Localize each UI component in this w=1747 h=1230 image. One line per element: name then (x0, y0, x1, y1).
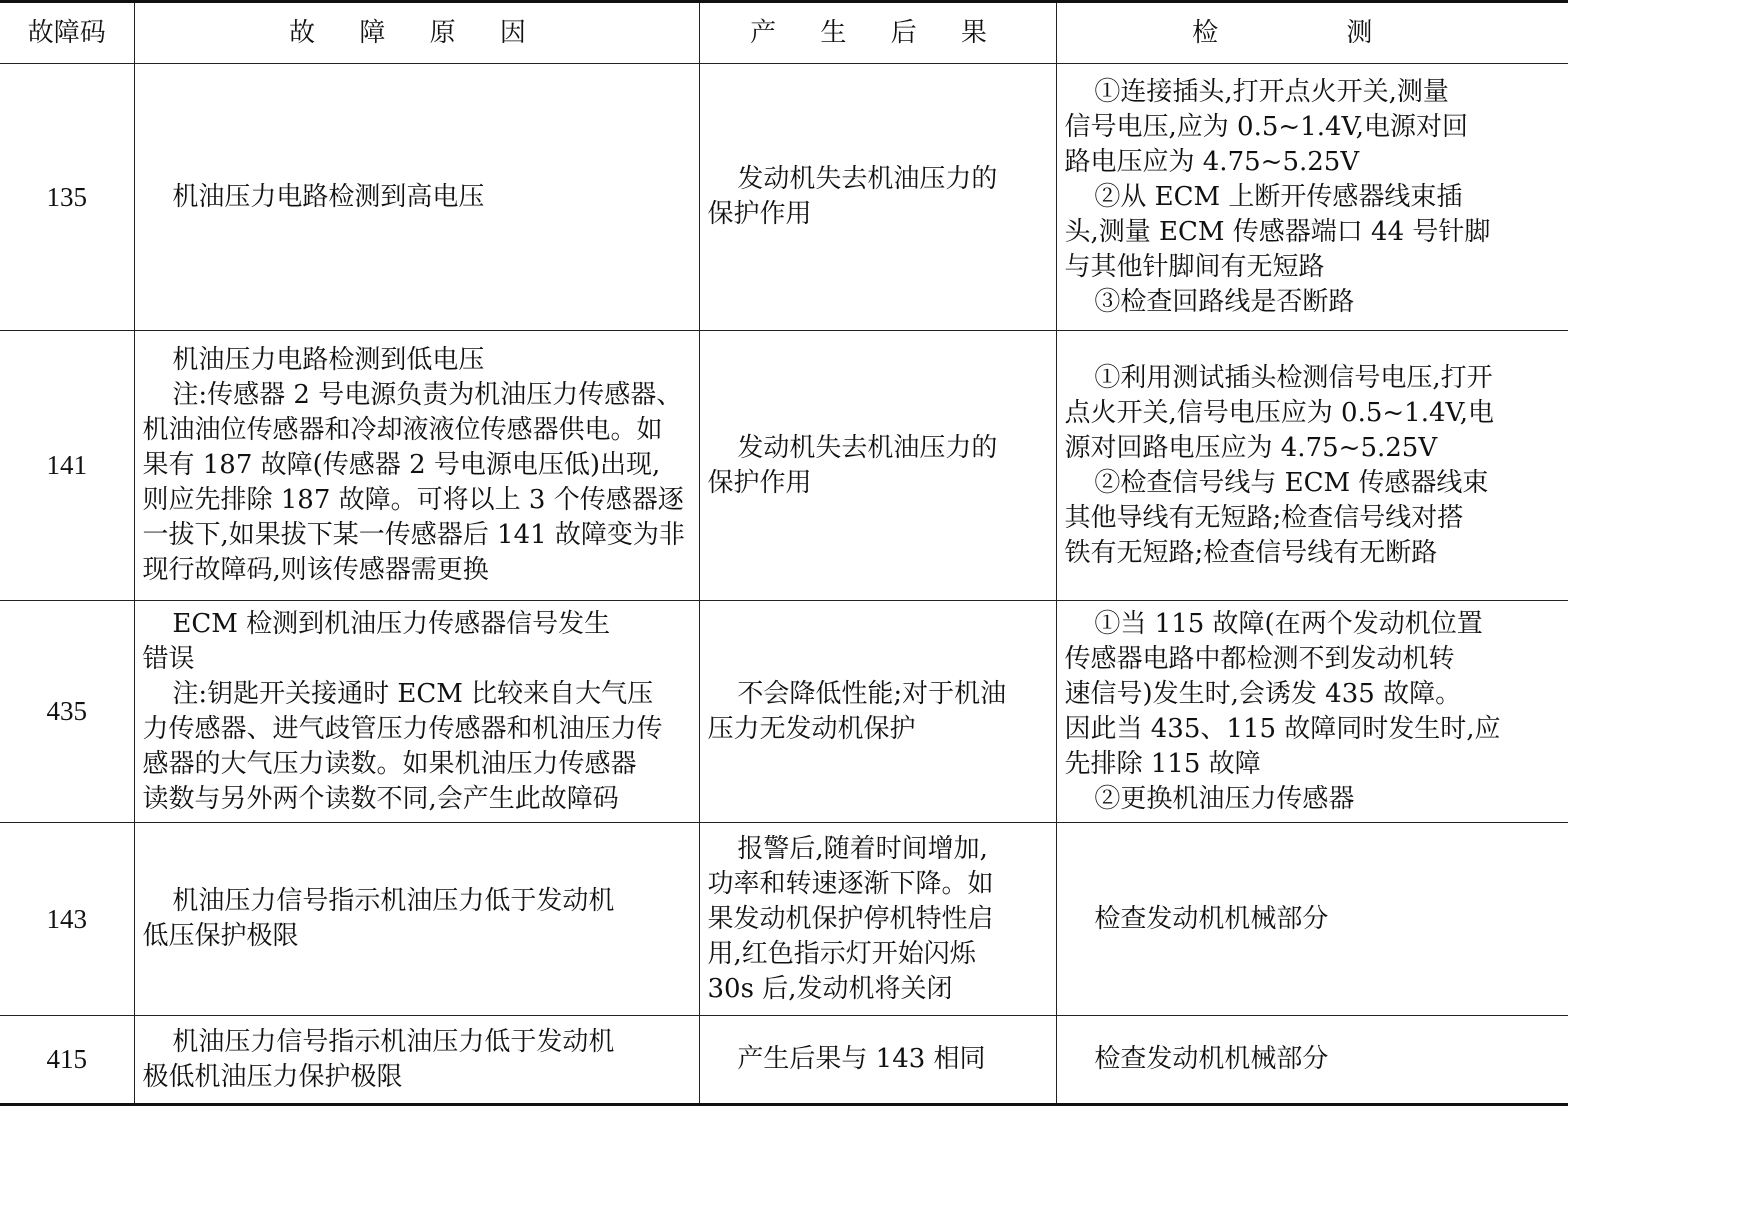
fault-code-cell: 435 (0, 601, 134, 823)
effect-paragraph: 产生后果与 143 相同 (737, 1044, 986, 1074)
header-detection: 检 测 (1056, 2, 1568, 64)
effect-paragraph: 发动机失去机油压力的 保护作用 (707, 164, 998, 229)
effect-cell (699, 1016, 1056, 1105)
effect-paragraph: 发动机失去机油压力的 保护作用 (707, 432, 998, 498)
check-cell (1056, 64, 1568, 331)
check-cell (1056, 823, 1568, 1016)
cause-cell (134, 823, 699, 1016)
check-paragraph: ①利用测试插头检测信号电压,打开 点火开关,信号电压应为 0.5~1.4V,电 源对回路电压应为 4.75~5.25V (1064, 362, 1495, 463)
effect-cell (699, 331, 1056, 601)
fault-code-cell: 141 (0, 331, 134, 601)
table-row (0, 1016, 1568, 1105)
fault-code-cell: 415 (0, 1016, 134, 1105)
effect-paragraph: 不会降低性能;对于机油 压力无发动机保护 (707, 678, 1007, 744)
check-paragraph: 检查发动机机械部分 (1094, 903, 1329, 934)
effect-cell (699, 64, 1056, 331)
cause-cell (134, 64, 699, 331)
check-paragraph: 检查发动机机械部分 (1094, 1044, 1329, 1074)
effect-paragraph: 报警后,随着时间增加, 功率和转速逐渐下降。如 果发动机保护停机特性启 用,红色指示灯开始闪烁 30s 后,发动机将关闭 (707, 833, 994, 1004)
table-row (0, 823, 1568, 1016)
header-row (0, 2, 1568, 64)
effect-cell (699, 823, 1056, 1016)
header-fault-cause: 故 障 原 因 (134, 2, 699, 64)
check-cell (1056, 331, 1568, 601)
check-paragraph: ③检查回路线是否断路 (1094, 286, 1355, 317)
check-paragraph: ①当 115 故障(在两个发动机位置 传感器电路中都检测不到发动机转 速信号)发生时,会诱发 435 故障。 因此当 435、115 故障同时发生时,应 先排除 115 故障 (1064, 608, 1501, 779)
fault-code-cell: 135 (0, 64, 134, 331)
check-paragraph: ②更换机油压力传感器 (1094, 783, 1355, 814)
cause-note: 注:钥匙开关接通时 ECM 比较来自大气压 力传感器、进气歧管压力传感器和机油压力传 感器的大气压力读数。如果机油压力传感器 读数与另外两个读数不同,会产生此故障码 (142, 678, 663, 814)
check-paragraph: ②检查信号线与 ECM 传感器线束 其他导线有无短路;检查信号线对搭 铁有无短路;检查信号线有无断路 (1064, 467, 1489, 568)
check-paragraph: ①连接插头,打开点火开关,测量 信号电压,应为 0.5~1.4V,电源对回 路电压应为 4.75~5.25V (1064, 76, 1469, 177)
cause-paragraph: 机油压力电路检测到高电压 (172, 181, 485, 212)
table-row (0, 331, 1568, 601)
header-consequence: 产 生 后 果 (699, 2, 1056, 64)
cause-cell (134, 331, 699, 601)
table-row (0, 601, 1568, 823)
check-paragraph: ②从 ECM 上断开传感器线束插 头,测量 ECM 传感器端口 44 号针脚 与其他针脚间有无短路 (1064, 181, 1491, 282)
cause-cell (134, 601, 699, 823)
cause-paragraph: 机油压力信号指示机油压力低于发动机 极低机油压力保护极限 (142, 1026, 615, 1092)
cause-paragraph: 机油压力电路检测到低电压 (172, 345, 485, 375)
header-fault-code: 故障码 (0, 2, 134, 64)
effect-cell (699, 601, 1056, 823)
cause-cell (134, 1016, 699, 1105)
cause-paragraph: ECM 检测到机油压力传感器信号发生 错误 (142, 608, 611, 674)
cause-note: 注:传感器 2 号电源负责为机油压力传感器、 机油油位传感器和冷却液液位传感器供电。如 果有 187 故障(传感器 2 号电源电压低)出现, 则应先排除 187 故障。可将以上 3 个传感器逐 一拔下,如果拔下某一传感器后 141 故障变为非 现行故障码,则该传感器需更换 (142, 380, 685, 585)
table-row (0, 64, 1568, 331)
fault-code-cell: 143 (0, 823, 134, 1016)
check-cell (1056, 601, 1568, 823)
cause-paragraph: 机油压力信号指示机油压力低于发动机 低压保护极限 (142, 886, 615, 951)
check-cell (1056, 1016, 1568, 1105)
